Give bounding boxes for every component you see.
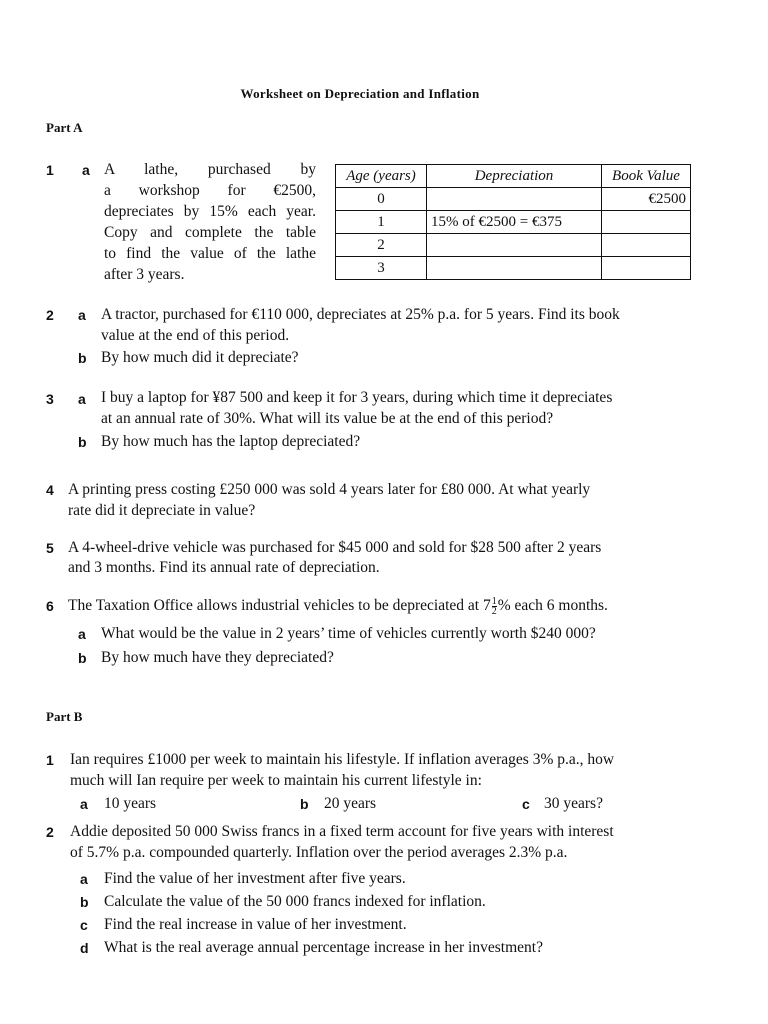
question-b2-d-text: What is the real average annual percentage increase in her investment? (104, 939, 543, 956)
question-b1-sub-b-label: b (300, 796, 309, 812)
question-b2-c-text: Find the real increase in value of her investment. (104, 916, 407, 933)
table-row (336, 257, 691, 280)
question-a3-a-line2: at an annual rate of 30%. What will its value be at the end of this period? (101, 410, 554, 427)
question-a6-a-text: What would be the value in 2 years’ time of vehicles currently worth $240 000? (101, 625, 596, 642)
question-a6-number: 6 (46, 598, 54, 614)
question-a1-line: A lathe, purchased by (104, 161, 316, 178)
table-cell (602, 211, 691, 234)
table-row (336, 234, 691, 257)
question-b2-line2: of 5.7% p.a. compounded quarterly. Inflation over the period averages 2.3% p.a. (70, 844, 568, 861)
fraction-numerator: 1 (491, 595, 497, 607)
question-b2-line1: Addie deposited 50 000 Swiss francs in a fixed term account for five years with interest (70, 823, 614, 840)
question-a2-number: 2 (46, 307, 54, 323)
question-a3-number: 3 (46, 391, 54, 407)
question-a4-line1: A printing press costing £250 000 was sold 4 years later for £80 000. At what yearly (68, 481, 591, 498)
question-a6-sub-b-label: b (78, 650, 87, 666)
question-a2-a-line2: value at the end of this period. (101, 327, 290, 344)
table-cell (602, 234, 691, 257)
question-a6-sub-a-label: a (78, 626, 86, 642)
question-a1-line: after 3 years. (104, 266, 185, 283)
col-header-book-value: Book Value (602, 165, 691, 188)
question-a2-b-text: By how much did it depreciate? (101, 349, 299, 366)
question-b2-a-text: Find the value of her investment after five years. (104, 870, 406, 887)
fraction-denominator: 2 (491, 605, 497, 617)
question-b2-sub-b-label: b (80, 894, 89, 910)
question-a4-number: 4 (46, 482, 54, 498)
table-cell (427, 188, 602, 211)
question-b2-sub-d-label: d (80, 940, 89, 956)
question-b1-line2: much will Ian require per week to maintain his current lifestyle in: (70, 772, 482, 789)
question-a1-number: 1 (46, 162, 54, 178)
part-a-heading: Part A (46, 120, 83, 135)
question-a5-line1: A 4-wheel-drive vehicle was purchased for $45 000 and sold for $28 500 after 2 years (68, 539, 602, 556)
table-cell: 1 (336, 211, 427, 234)
question-b1-sub-c-label: c (522, 796, 530, 812)
question-a6-line (68, 595, 608, 616)
table-row (336, 211, 691, 234)
question-a2-a-line1: A tractor, purchased for €110 000, depreciates at 25% p.a. for 5 years. Find its book (101, 306, 620, 323)
question-b2-sub-a-label: a (80, 871, 88, 887)
question-a2-sub-a-label: a (78, 307, 86, 323)
question-b2-sub-c-label: c (80, 917, 88, 933)
question-a1-line: a workshop for €2500, (104, 182, 316, 199)
table-cell: 0 (336, 188, 427, 211)
question-a5-line2: and 3 months. Find its annual rate of depreciation. (68, 559, 380, 576)
half-fraction (492, 597, 497, 616)
table-cell (427, 257, 602, 280)
question-b1-sub-a-label: a (80, 796, 88, 812)
question-a5-number: 5 (46, 540, 54, 556)
depreciation-table (335, 164, 691, 280)
question-a1-line: to find the value of the lathe (104, 245, 316, 262)
table-cell: 2 (336, 234, 427, 257)
table-header-row (336, 165, 691, 188)
question-a4-line2: rate did it depreciate in value? (68, 502, 256, 519)
question-a1-text (104, 159, 316, 285)
question-a3-sub-b-label: b (78, 434, 87, 450)
table-cell (602, 257, 691, 280)
question-b2-number: 2 (46, 824, 54, 840)
table-row (336, 188, 691, 211)
question-a6-b-text: By how much have they depreciated? (101, 649, 334, 666)
question-b1-line1: Ian requires £1000 per week to maintain his lifestyle. If inflation averages 3% p.a., how (70, 751, 615, 768)
col-header-depreciation: Depreciation (427, 165, 602, 188)
question-b1-a-text: 10 years (104, 795, 157, 812)
question-a3-b-text: By how much has the laptop depreciated? (101, 433, 361, 450)
table-cell: 3 (336, 257, 427, 280)
col-header-age: Age (years) (336, 165, 427, 188)
question-a3-a-line1: I buy a laptop for ¥87 500 and keep it for 3 years, during which time it depreciates (101, 389, 613, 406)
question-a1-sub-a-label: a (82, 162, 90, 178)
question-a1-line: depreciates by 15% each year. (104, 203, 316, 220)
question-b1-c-text: 30 years? (544, 795, 603, 812)
question-a6-text-post: % each 6 months. (497, 597, 608, 614)
question-a1-line: Copy and complete the table (104, 224, 316, 241)
question-a6-text-pre: The Taxation Office allows industrial vehicles to be depreciated at 7 (68, 597, 491, 614)
question-a3-sub-a-label: a (78, 391, 86, 407)
question-b1-b-text: 20 years (324, 795, 377, 812)
table-cell: 15% of €2500 = €375 (427, 211, 602, 234)
question-b1-number: 1 (46, 752, 54, 768)
question-a2-sub-b-label: b (78, 350, 87, 366)
worksheet-title: Worksheet on Depreciation and Inflation (240, 86, 480, 101)
part-b-heading: Part B (46, 709, 83, 724)
table-cell (427, 234, 602, 257)
table-cell: €2500 (602, 188, 691, 211)
question-b2-b-text: Calculate the value of the 50 000 francs indexed for inflation. (104, 893, 486, 910)
